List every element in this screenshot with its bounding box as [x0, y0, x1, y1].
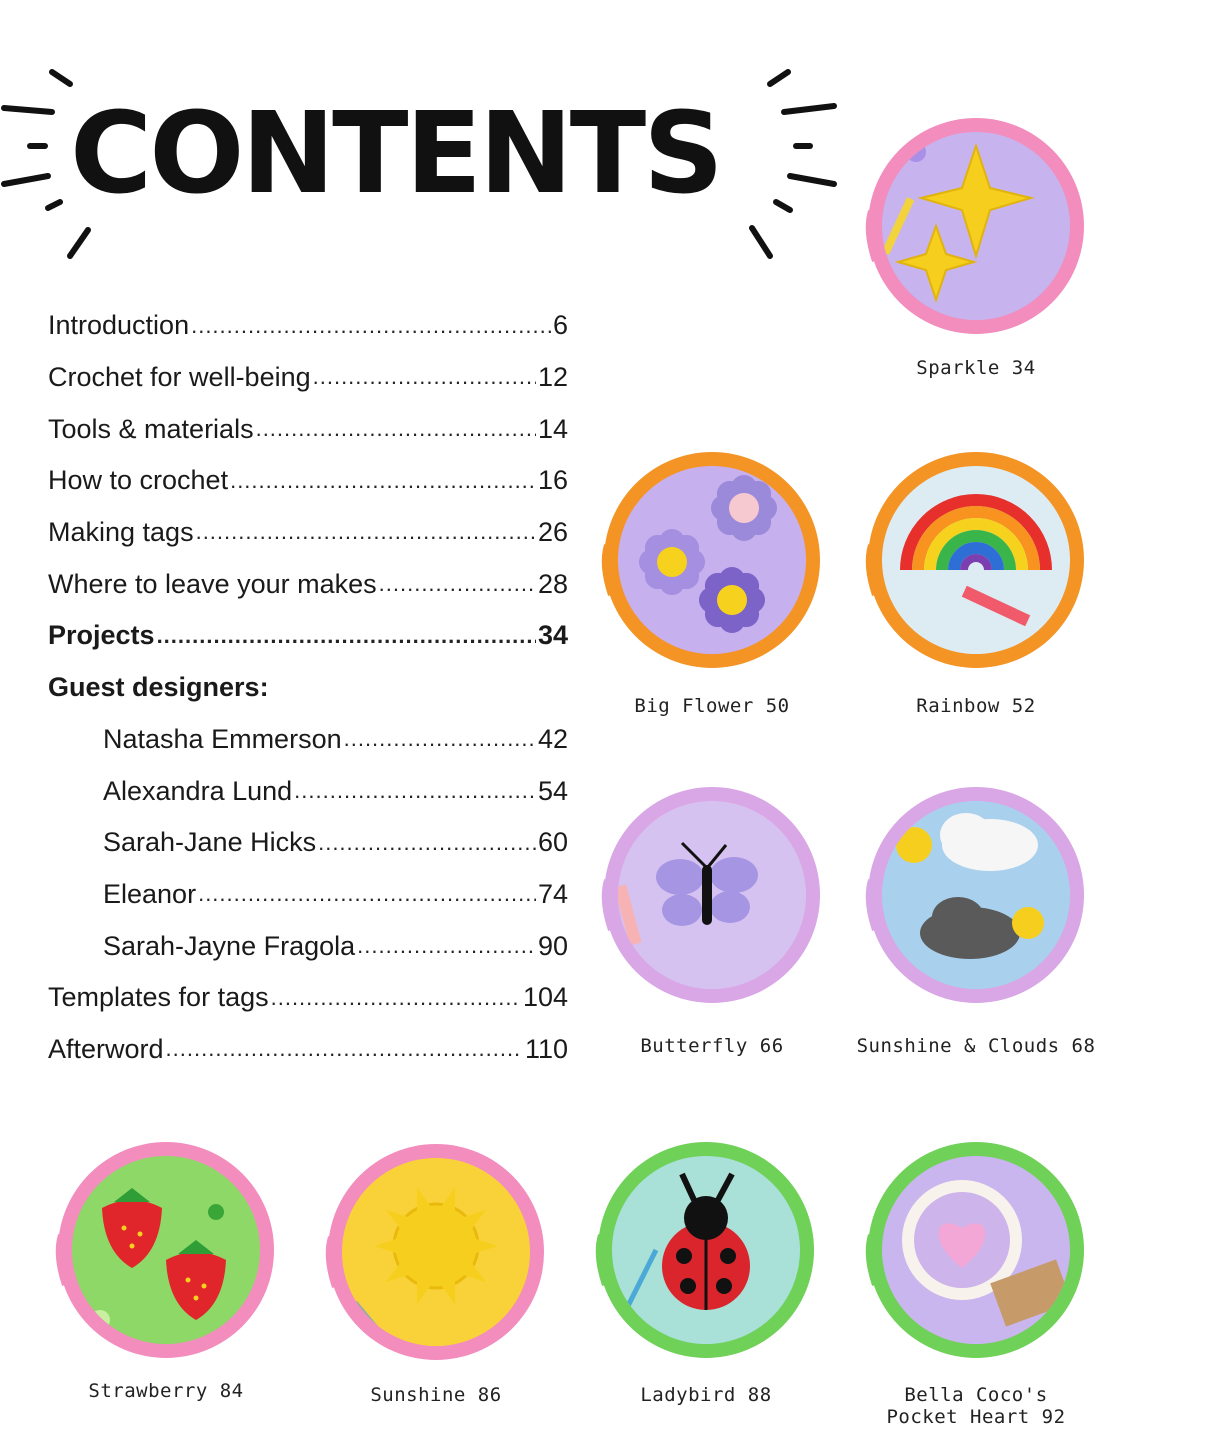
toc-entry-page: 74 [537, 878, 568, 909]
project-card[interactable] [306, 1137, 566, 1406]
toc-leader-dots [357, 933, 536, 972]
toc-leader-dots [191, 313, 551, 352]
toc-entry-page: 104 [522, 982, 568, 1013]
project-label: Big Flower 50 [634, 695, 790, 717]
project-label: Strawberry 84 [88, 1380, 244, 1402]
toc-entry-page: 6 [552, 310, 568, 341]
project-card[interactable] [576, 1135, 836, 1406]
toc-leader-dots [294, 778, 536, 817]
page-title: CONTENTS [70, 89, 721, 219]
toc-leader-dots [198, 881, 536, 920]
toc-entry-label: Alexandra Lund [103, 775, 293, 806]
toc-entry-label: Tools & materials [48, 413, 254, 444]
toc-entry-label: How to crochet [48, 465, 229, 496]
toc-entry[interactable] [48, 300, 568, 352]
toc-entry-page: 26 [537, 517, 568, 548]
toc-leader-dots [230, 468, 536, 507]
toc-entry-page: 60 [537, 827, 568, 858]
project-label: Bella Coco's Pocket Heart 92 [886, 1384, 1066, 1428]
toc-entry[interactable] [48, 403, 568, 455]
project-label: Butterfly 66 [640, 1035, 784, 1057]
toc-entry[interactable] [48, 558, 568, 610]
project-label: Sparkle 34 [916, 357, 1036, 379]
project-label: Rainbow 52 [916, 695, 1036, 717]
project-card[interactable] [582, 780, 842, 1057]
toc-entry-label: Templates for tags [48, 982, 269, 1013]
project-photo [861, 111, 1091, 341]
toc-leader-dots [318, 830, 536, 869]
toc-entry-label: Natasha Emmerson [103, 723, 342, 754]
toc-entry-page: 28 [537, 568, 568, 599]
project-photo [321, 1137, 551, 1367]
toc-entry[interactable] [48, 714, 568, 766]
project-photo [861, 780, 1091, 1010]
toc-entry-label: Guest designers: [48, 672, 269, 703]
toc-entry-page: 110 [524, 1033, 568, 1064]
project-card[interactable] [846, 445, 1106, 717]
toc-entry[interactable] [48, 920, 568, 972]
toc-entry-page: 12 [537, 362, 568, 393]
project-label: Ladybird 88 [640, 1384, 772, 1406]
toc-entry-page: 16 [537, 465, 568, 496]
project-card[interactable] [846, 780, 1106, 1057]
toc-entry[interactable] [48, 1024, 568, 1076]
toc-entry-label: Introduction [48, 310, 190, 341]
toc-entry[interactable] [48, 869, 568, 921]
toc-entry-label: Eleanor [103, 878, 197, 909]
toc-entry-page: 54 [537, 775, 568, 806]
project-label: Sunshine & Clouds 68 [856, 1035, 1096, 1057]
toc-leader-dots [166, 1036, 523, 1075]
project-photo [591, 1135, 821, 1365]
toc-leader-dots [379, 571, 536, 610]
project-card[interactable] [36, 1135, 296, 1402]
toc-entry[interactable] [48, 817, 568, 869]
toc-entry-page: 42 [537, 723, 568, 754]
toc-leader-dots [256, 416, 536, 455]
toc-entry[interactable] [48, 662, 568, 714]
toc-leader-dots [344, 726, 536, 765]
toc-entry-page: 34 [537, 620, 568, 651]
project-label: Sunshine 86 [370, 1384, 502, 1406]
toc-leader-dots [196, 519, 536, 558]
toc-entry-label: Crochet for well-being [48, 362, 311, 393]
toc-entry[interactable] [48, 765, 568, 817]
toc-entry[interactable] [48, 507, 568, 559]
project-photo [861, 1135, 1091, 1365]
project-photo [51, 1135, 281, 1365]
toc-entry-label: Sarah-Jayne Fragola [103, 930, 356, 961]
project-card[interactable] [856, 1135, 1096, 1428]
toc-entry-label: Making tags [48, 517, 194, 548]
toc-entry[interactable] [48, 455, 568, 507]
toc-entry[interactable] [48, 972, 568, 1024]
toc-entry-label: Projects [48, 620, 155, 651]
project-card[interactable] [846, 111, 1106, 379]
toc-leader-dots [271, 985, 521, 1024]
table-of-contents [48, 300, 568, 1075]
toc-entry-page: 14 [537, 413, 568, 444]
toc-entry-label: Sarah-Jane Hicks [103, 827, 317, 858]
project-card[interactable] [582, 445, 842, 717]
toc-entry-label: Where to leave your makes [48, 568, 377, 599]
project-photo [597, 780, 827, 1010]
title-banner [0, 60, 840, 270]
project-photo [861, 445, 1091, 675]
toc-entry[interactable] [48, 352, 568, 404]
toc-entry-page: 90 [537, 930, 568, 961]
toc-entry[interactable] [48, 610, 568, 662]
toc-leader-dots [313, 364, 536, 403]
toc-entry-label: Afterword [48, 1033, 164, 1064]
project-photo [597, 445, 827, 675]
toc-leader-dots [157, 623, 536, 662]
